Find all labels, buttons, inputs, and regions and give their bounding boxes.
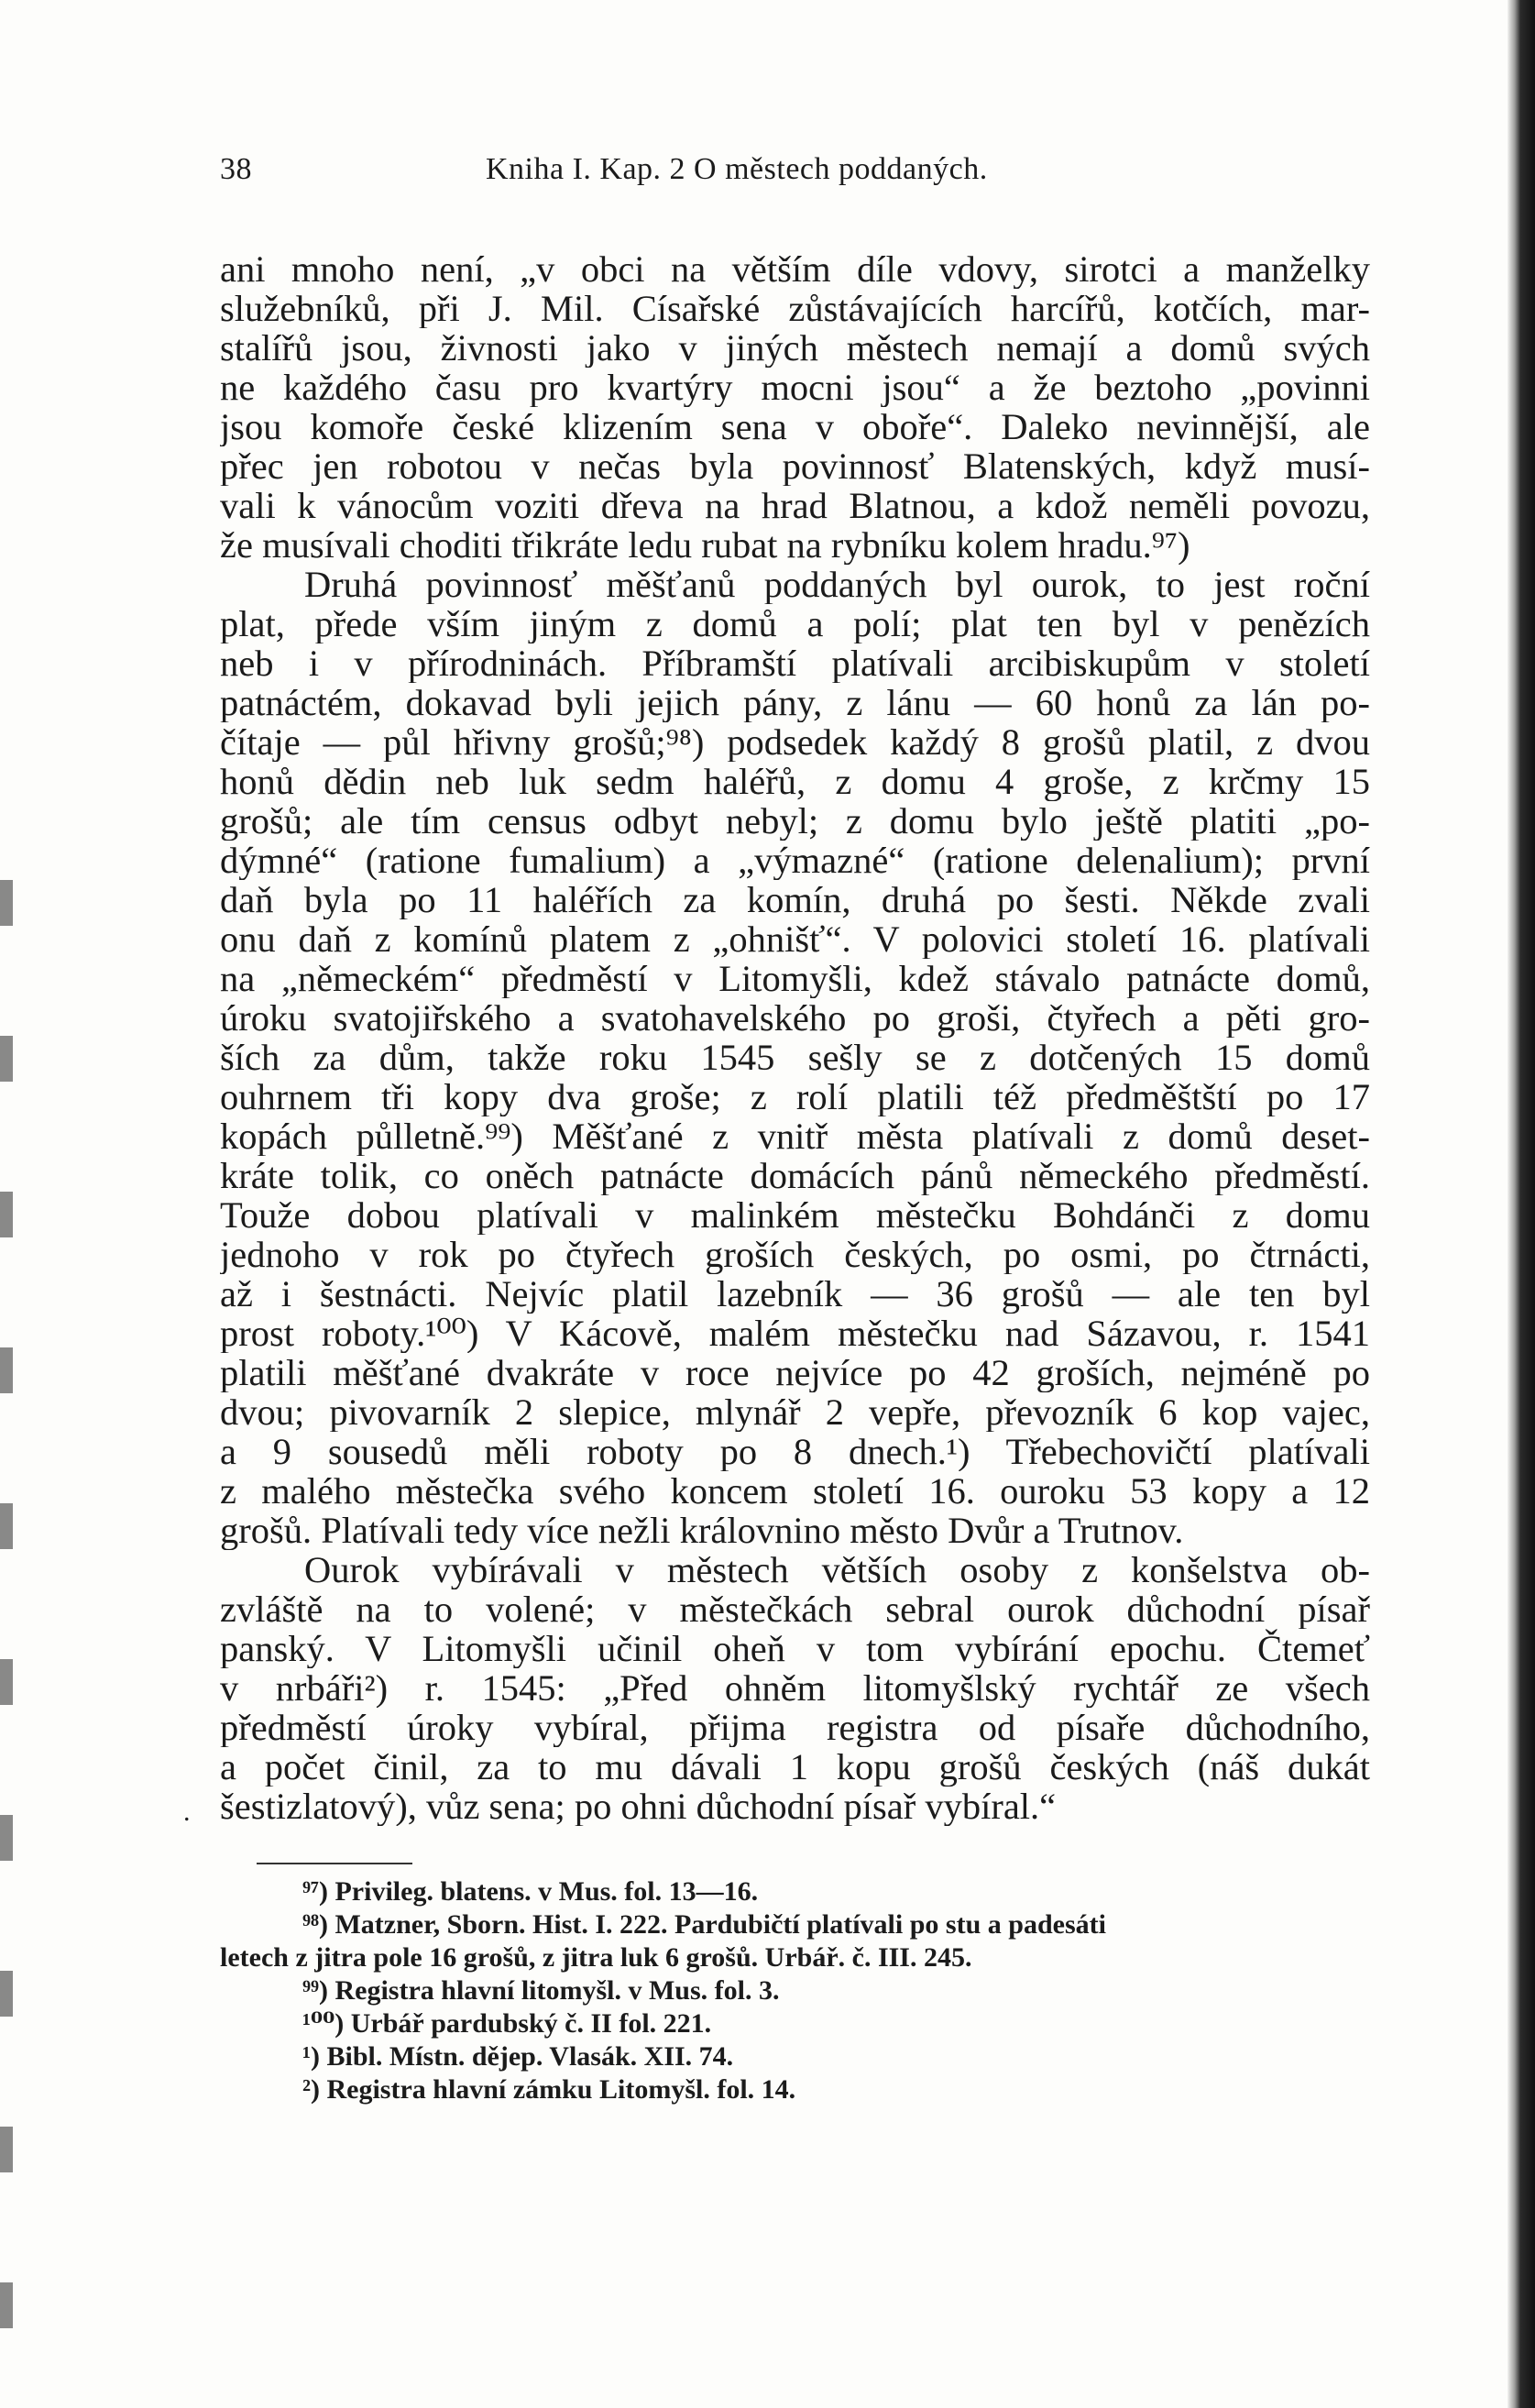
page-header <box>220 147 1370 202</box>
text-line: grošů; ale tím census odbyt nebyl; z domu bylo ještě platiti „po- <box>220 801 1370 841</box>
footnote: ²) Registra hlavní zámku Litomyšl. fol. 14. <box>302 2074 796 2105</box>
text-line: přec jen robotou v nečas byla povinnosť Blatenských, když musí- <box>220 446 1370 486</box>
footnote: ⁹⁷) Privileg. blatens. v Mus. fol. 13—16. <box>302 1876 759 1907</box>
running-head: Kniha I. Kap. 2 O městech poddaných. <box>486 152 988 186</box>
main-text <box>220 249 1370 1826</box>
text-line: v nrbáři²) r. 1545: „Před ohněm litomyšlský rychtář ze všech <box>220 1668 1370 1708</box>
text-line: dvou; pivovarník 2 slepice, mlynář 2 vepře, převozník 6 kop vajec, <box>220 1392 1370 1432</box>
text-line: na „německém“ předměstí v Litomyšli, kdež stávalo patnácte domů, <box>220 959 1370 998</box>
text-line: jsou komoře české klizením sena v oboře“. Daleko nevinnější, ale <box>220 407 1370 446</box>
footnotes <box>220 1875 1370 2106</box>
text-line: vali k vánocům voziti dřeva na hrad Blatnou, a kdož neměli povozu, <box>220 486 1370 525</box>
text-line: služebníků, při J. Mil. Císařské zůstávajících harcířů, kotčích, mar- <box>220 289 1370 328</box>
text-line: Touže dobou platívali v malinkém městečku Bohdánči z domu <box>220 1195 1370 1235</box>
page-number: 38 <box>220 152 252 186</box>
text-line: z malého městečka svého koncem století 16. ouroku 53 kopy a 12 <box>220 1471 1370 1511</box>
text-line: jednoho v rok po čtyřech groších českých, po osmi, po čtrnácti, <box>220 1235 1370 1274</box>
text-line: až i šestnácti. Nejvíc platil lazebník — 36 grošů — ale ten byl <box>220 1274 1370 1314</box>
page-edge-marks <box>0 825 13 2383</box>
page-edge-shadow <box>1508 0 1535 2408</box>
text-line: čítaje — půl hřivny grošů;⁹⁸) podsedek každý 8 grošů platil, z dvou <box>220 722 1370 762</box>
text-line: neb i v přírodninách. Příbramští platívali arcibiskupům v století <box>220 643 1370 683</box>
footnote: ¹⁰⁰) Urbář pardubský č. II fol. 221. <box>302 2008 712 2039</box>
text-line: ších za dům, takže roku 1545 sešly se z dotčených 15 domů <box>220 1038 1370 1077</box>
text-line: honů dědin neb luk sedm haléřů, z domu 4 groše, z krčmy 15 <box>220 762 1370 801</box>
text-line: onu daň z komínů platem z „ohnišť“. V polovici století 16. platívali <box>220 919 1370 959</box>
footnote: ⁹⁹) Registra hlavní litomyšl. v Mus. fol. 3. <box>302 1975 780 2006</box>
text-line: prost roboty.¹⁰⁰) V Kácově, malém městečku nad Sázavou, r. 1541 <box>220 1314 1370 1353</box>
text-line: stalířů jsou, živnosti jako v jiných městech nemají a domů svých <box>220 328 1370 368</box>
text-line: dýmné“ (ratione fumalium) a „výmazné“ (ratione delenalium); první <box>220 841 1370 880</box>
text-line: patnáctém, dokavad byli jejich pány, z lánu — 60 honů za lán po- <box>220 683 1370 722</box>
text-line: úroku svatojiřského a svatohavelského po groši, čtyřech a pěti gro- <box>220 998 1370 1038</box>
text-line: daň byla po 11 haléřích za komín, druhá po šesti. Někde zvali <box>220 880 1370 919</box>
text-line: platili měšťané dvakráte v roce nejvíce po 42 groších, nejméně po <box>220 1353 1370 1392</box>
book-page <box>220 147 1370 2106</box>
text-line: plat, přede vším jiným z domů a polí; plat ten byl v penězích <box>220 604 1370 643</box>
text-line: kráte tolik, co oněch patnácte domácích pánů německého předměstí. <box>220 1156 1370 1195</box>
text-line: kopách půlletně.⁹⁹) Měšťané z vnitř města platívali z domů deset- <box>220 1116 1370 1156</box>
text-line: ouhrnem tři kopy dva groše; z rolí platili též předměštští po 17 <box>220 1077 1370 1116</box>
footnote: ¹) Bibl. Místn. dějep. Vlasák. XII. 74. <box>302 2041 734 2072</box>
text-line: ani mnoho není, „v obci na větším díle vdovy, sirotci a manželky <box>220 249 1370 289</box>
text-line: Druhá povinnosť měšťanů poddaných byl ourok, to jest roční <box>304 565 1370 604</box>
text-line: zvláště na to volené; v městečkách sebral ourok důchodní písař <box>220 1589 1370 1629</box>
text-line: že musívali choditi třikráte ledu rubat na rybníku kolem hradu.⁹⁷) <box>220 525 1190 565</box>
footnote-rule <box>257 1863 412 1864</box>
text-line: šestizlatový), vůz sena; po ohni důchodní písař vybíral.“ <box>220 1787 1057 1826</box>
text-line: panský. V Litomyšli učinil oheň v tom vybírání epochu. Čtemeť <box>220 1629 1370 1668</box>
text-line: a 9 sousedů měli roboty po 8 dnech.¹) Třebechovičtí platívali <box>220 1432 1370 1471</box>
text-line: grošů. Platívali tedy více nežli královnino město Dvůr a Trutnov. <box>220 1511 1184 1550</box>
footnote: ⁹⁸) Matzner, Sborn. Hist. I. 222. Pardubičtí platívali po stu a padesáti <box>302 1909 1106 1940</box>
margin-mark: . <box>183 1797 191 1827</box>
text-line: předměstí úroky vybíral, přijma registra od písaře důchodního, <box>220 1708 1370 1747</box>
footnote-continuation: letech z jitra pole 16 grošů, z jitra luk 6 grošů. Urbář. č. III. 245. <box>220 1942 972 1973</box>
text-line: a počet činil, za to mu dávali 1 kopu grošů českých (náš dukát <box>220 1747 1370 1787</box>
text-line: Ourok vybírávali v městech větších osoby z konšelstva ob- <box>304 1550 1370 1589</box>
text-line: ne každého času pro kvartýry mocni jsou“ a že beztoho „povinni <box>220 368 1370 407</box>
